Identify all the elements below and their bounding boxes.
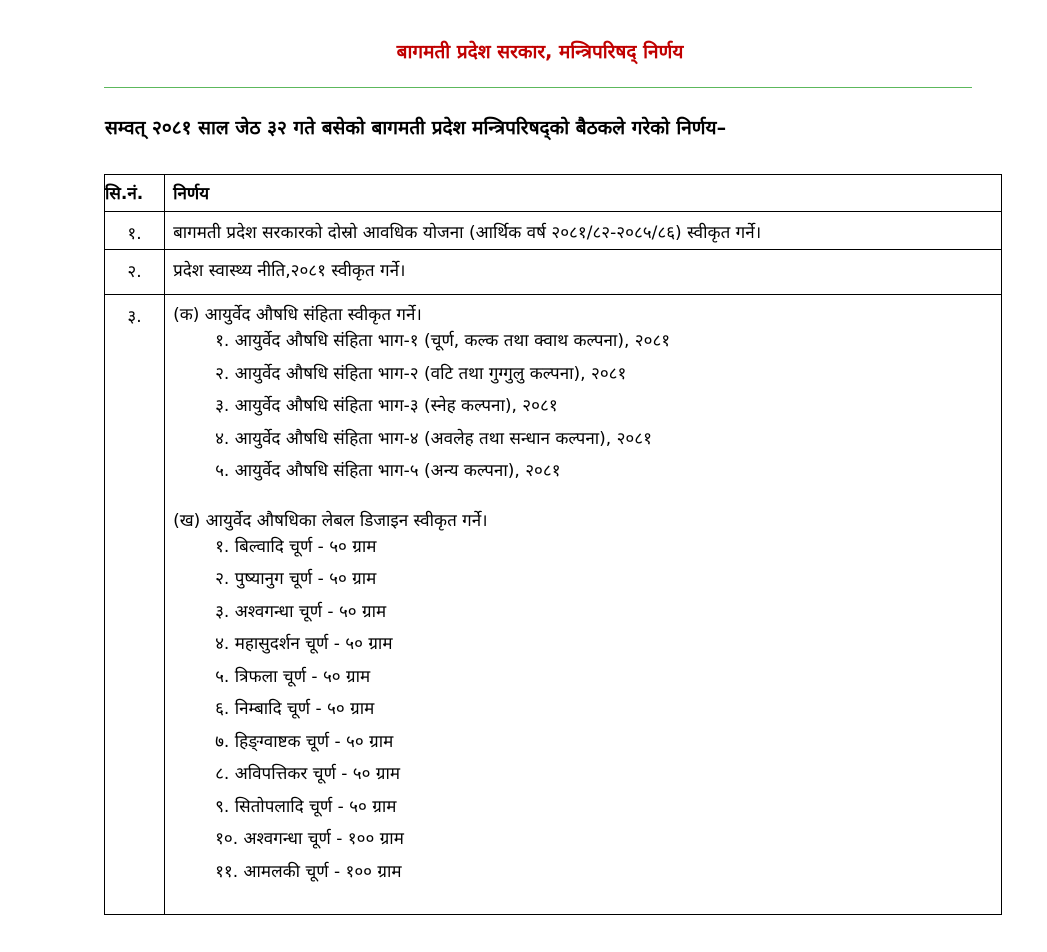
list-item: २. पुष्यानुग चूर्ण - ५० ग्राम [215,569,377,589]
list-item: ३. आयुर्वेद औषधि संहिता भाग-३ (स्नेह कल्पना), २०८१ [215,396,558,416]
list-item: १०. अश्वगन्धा चूर्ण - १०० ग्राम [215,829,404,849]
meeting-heading: सम्वत् २०८१ साल जेठ ३२ गते बसेको बागमती प्रदेश मन्त्रिपरिषद्को बैठकले गरेको निर्णय– [105,117,727,139]
table-row [105,212,1002,250]
sub-decision-b: (ख) आयुर्वेद औषधिका लेबल डिजाइन स्वीकृत गर्ने। [173,510,488,531]
list-item: ७. हिङ्ग्वाष्टक चूर्ण - ५० ग्राम [215,731,394,752]
decision-cell [165,295,1002,915]
list-item: ३. अश्वगन्धा चूर्ण - ५० ग्राम [215,601,387,622]
list-item: १. बिल्वादि चूर्ण - ५० ग्राम [215,536,377,557]
list-item: ४. महासुदर्शन चूर्ण - ५० ग्राम [215,634,393,654]
list-item: ६. निम्बादि चूर्ण - ५० ग्राम [215,699,375,719]
decision-cell: प्रदेश स्वास्थ्य नीति,२०८१ स्वीकृत गर्ने। [165,250,1002,295]
serial-cell: ३. [105,295,165,915]
decision-header: निर्णय [165,175,1002,212]
list-item: ९. सितोपलादि चूर्ण - ५० ग्राम [215,796,397,817]
decisions-table [104,174,1002,915]
list-item: ११. आमलकी चूर्ण - १०० ग्राम [215,861,402,882]
label-design-list [165,531,1001,889]
table-header-row [105,175,1002,212]
list-item: ४. आयुर्वेद औषधि संहिता भाग-४ (अवलेह तथा सन्धान कल्पना), २०८१ [215,428,652,449]
title-divider [104,87,972,88]
sub-decision-a: (क) आयुर्वेद औषधि संहिता स्वीकृत गर्ने। [173,305,422,325]
document-title: बागमती प्रदेश सरकार, मन्त्रिपरिषद् निर्णय [396,41,684,63]
list-item: ५. आयुर्वेद औषधि संहिता भाग-५ (अन्य कल्पना), २०८१ [215,461,561,481]
list-item: ५. त्रिफला चूर्ण - ५० ग्राम [215,666,371,687]
list-item: २. आयुर्वेद औषधि संहिता भाग-२ (वटि तथा गुग्गुलु कल्पना), २०८१ [215,363,627,384]
table-row [105,295,1002,915]
samhita-list [165,325,1001,488]
serial-header: सि.नं. [105,175,165,212]
table-row [105,250,1002,295]
list-item: ८. अविपत्तिकर चूर्ण - ५० ग्राम [215,764,401,784]
serial-cell: २. [105,250,165,295]
serial-cell: १. [105,212,165,250]
list-item: १. आयुर्वेद औषधि संहिता भाग-१ (चूर्ण, कल्क तथा क्वाथ कल्पना), २०८१ [215,331,671,351]
decision-cell: बागमती प्रदेश सरकारको दोस्रो आवधिक योजना (आर्थिक वर्ष २०८१/८२-२०८५/८६) स्वीकृत गर्ने। [165,212,1002,250]
